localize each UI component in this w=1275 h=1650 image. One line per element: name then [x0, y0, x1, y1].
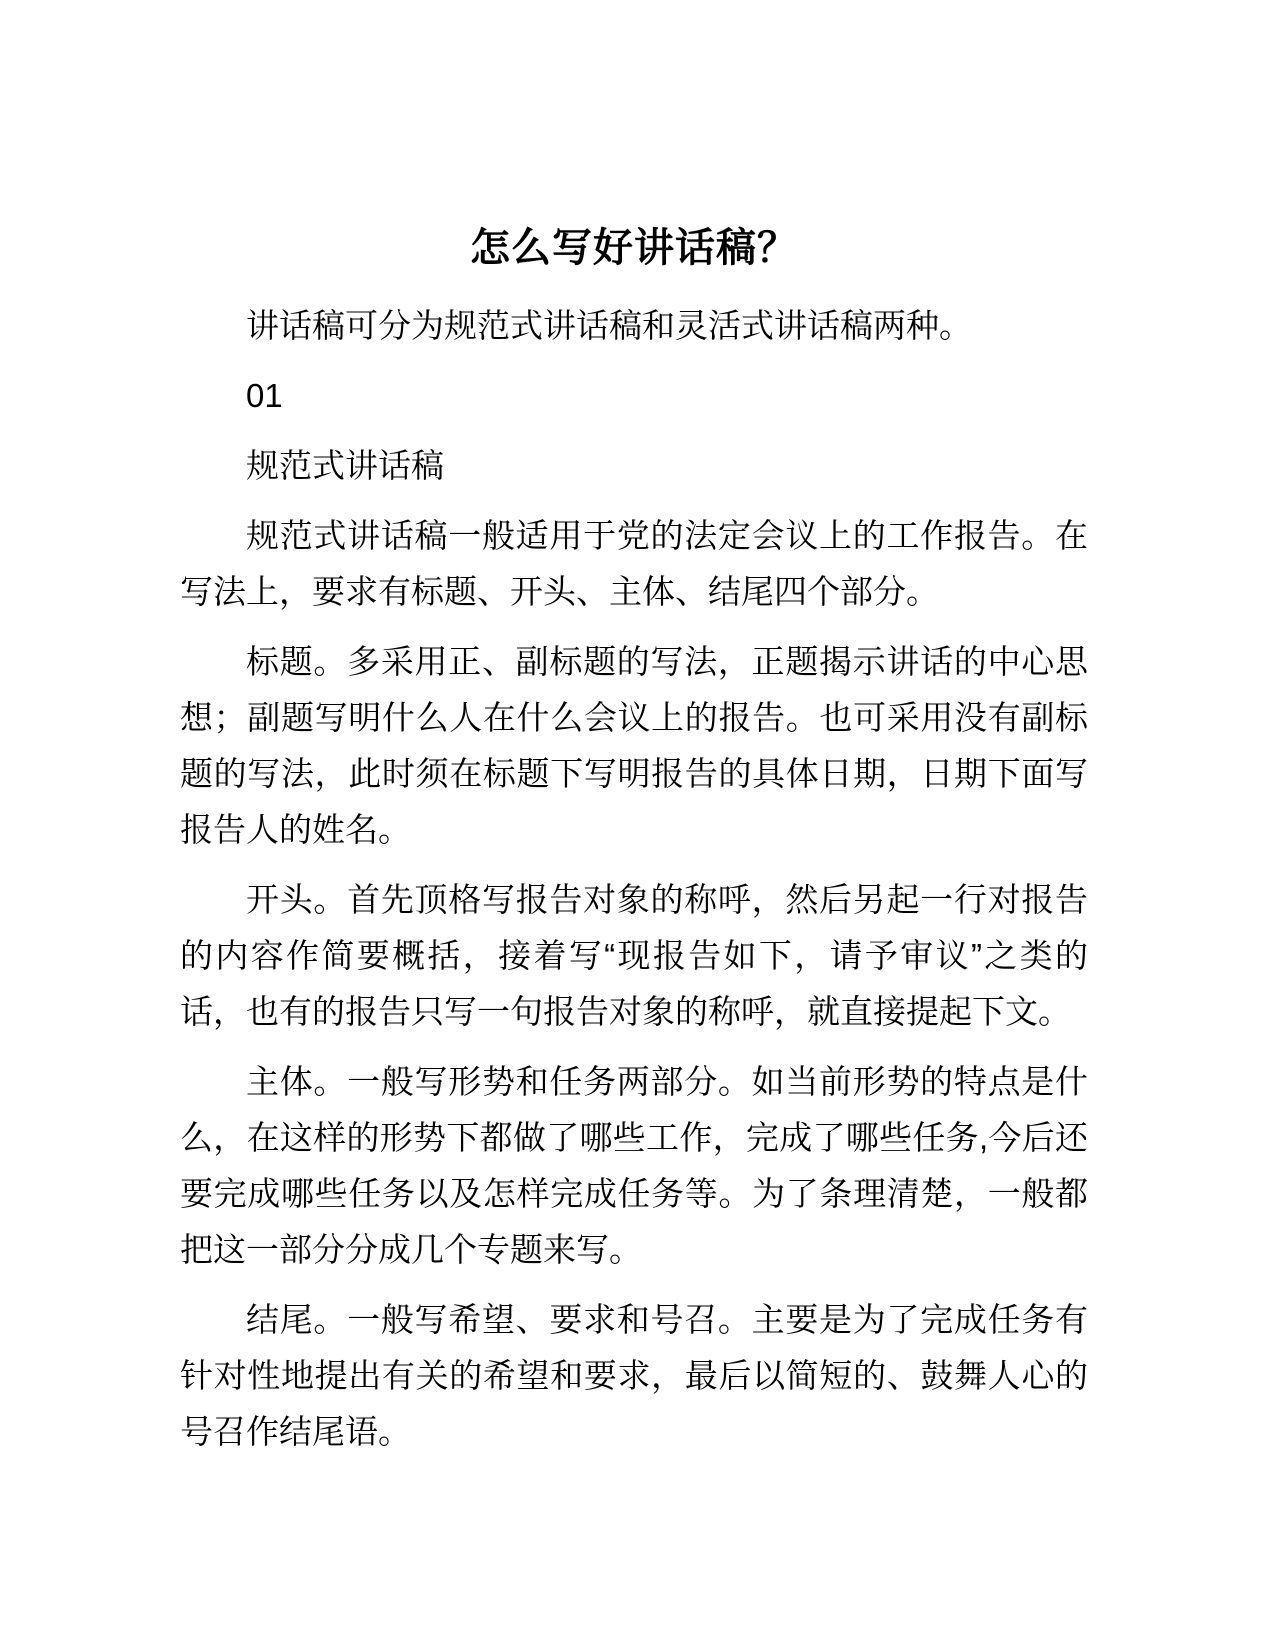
- body-paragraph-ending-rules: 结尾。一般写希望、要求和号召。主要是为了完成任务有针对性地提出有关的希望和要求，最后以简短的、鼓舞人心的号召作结尾语。: [180, 1301, 1088, 1450]
- section-number-01: 01: [246, 377, 283, 414]
- section-heading-standard-speech: 规范式讲话稿: [246, 447, 444, 484]
- body-paragraph-heading-rules: 标题。多采用正、副标题的写法，正题揭示讲话的中心思想；副题写明什么人在什么会议上的报告。也可采用没有副标题的写法，此时须在标题下写明报告的具体日期，日期下面写报告人的姓名。: [180, 643, 1088, 848]
- intro-paragraph: 讲话稿可分为规范式讲话稿和灵活式讲话稿两种。: [246, 307, 972, 344]
- body-paragraph-main-body-rules: 主体。一般写形势和任务两部分。如当前形势的特点是什么，在这样的形势下都做了哪些工作，完成了哪些任务,今后还要完成哪些任务以及怎样完成任务等。为了条理清楚，一般都把这一部分分成几个专题来写。: [180, 1063, 1088, 1268]
- document-title: 怎么写好讲话稿？: [470, 226, 798, 270]
- body-paragraph-opening-rules: 开头。首先顶格写报告对象的称呼，然后另起一行对报告的内容作简要概括，接着写“现报告如下，请予审议”之类的话，也有的报告只写一句报告对象的称呼，就直接提起下文。: [180, 881, 1088, 1030]
- body-paragraph-overview: 规范式讲话稿一般适用于党的法定会议上的工作报告。在写法上，要求有标题、开头、主体、结尾四个部分。: [180, 517, 1088, 610]
